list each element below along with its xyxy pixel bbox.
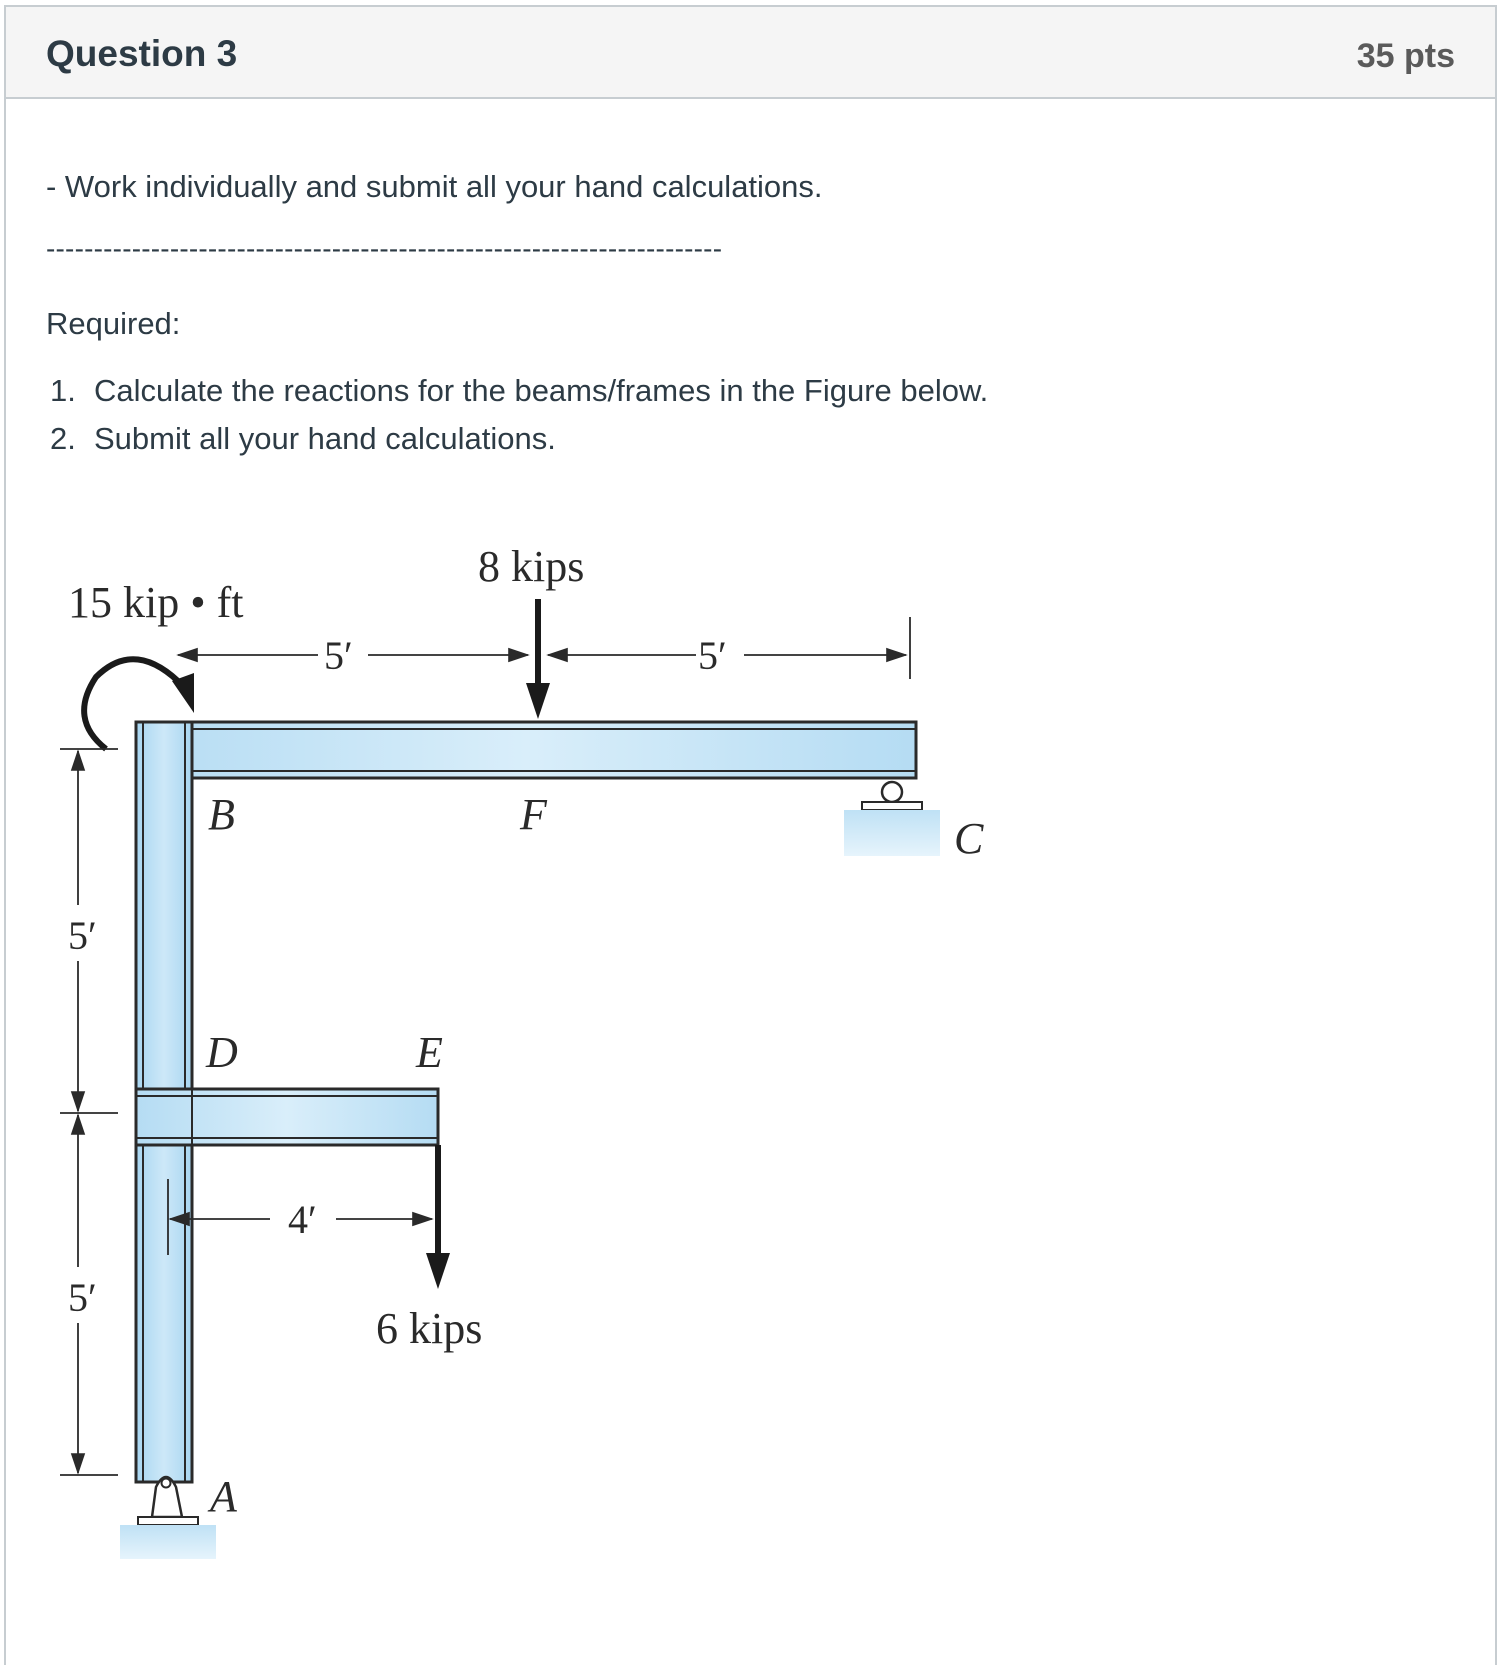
load-label-bottom: 6 kips (376, 1304, 483, 1353)
instruction-text: - Work individually and submit all your hand calculations. (46, 169, 823, 204)
dashed-divider: ----------------------------------------------------------------------- (46, 233, 723, 264)
cantilever-beam (136, 1089, 438, 1145)
required-label: Required: (46, 306, 181, 341)
frame-figure (6, 99, 1499, 1664)
dim-label-side-lower: 5′ (68, 1275, 97, 1320)
moment-label: 15 kip • ft (68, 578, 244, 627)
point-label-c: C (954, 814, 984, 863)
top-beam (136, 722, 916, 778)
dim-label-top-left: 5′ (324, 633, 353, 678)
question-header (6, 7, 1495, 99)
load-label-top: 8 kips (478, 542, 585, 591)
dim-label-overhang: 4′ (288, 1197, 317, 1242)
list-item-number: 2. (50, 421, 76, 456)
load-arrow-bottom (426, 1145, 450, 1289)
question-card (4, 5, 1497, 1665)
list-item-number: 1. (50, 373, 76, 408)
point-label-d: D (206, 1028, 238, 1077)
dimension-top (178, 617, 910, 679)
dimension-side (60, 749, 118, 1475)
point-label-b: B (208, 790, 235, 839)
point-label-e: E (416, 1028, 443, 1077)
roller-support-c (844, 782, 940, 856)
dim-label-top-right: 5′ (698, 633, 727, 678)
list-item-text: Submit all your hand calculations. (94, 421, 556, 456)
question-points: 35 pts (1356, 37, 1455, 75)
load-arrow-top (526, 599, 550, 719)
pin-support-a (120, 1477, 216, 1559)
question-title: Question 3 (46, 33, 238, 74)
list-item-text: Calculate the reactions for the beams/frames in the Figure below. (94, 373, 989, 408)
dim-label-side-upper: 5′ (68, 913, 97, 958)
point-label-a: A (210, 1472, 237, 1521)
point-label-f: F (520, 790, 547, 839)
